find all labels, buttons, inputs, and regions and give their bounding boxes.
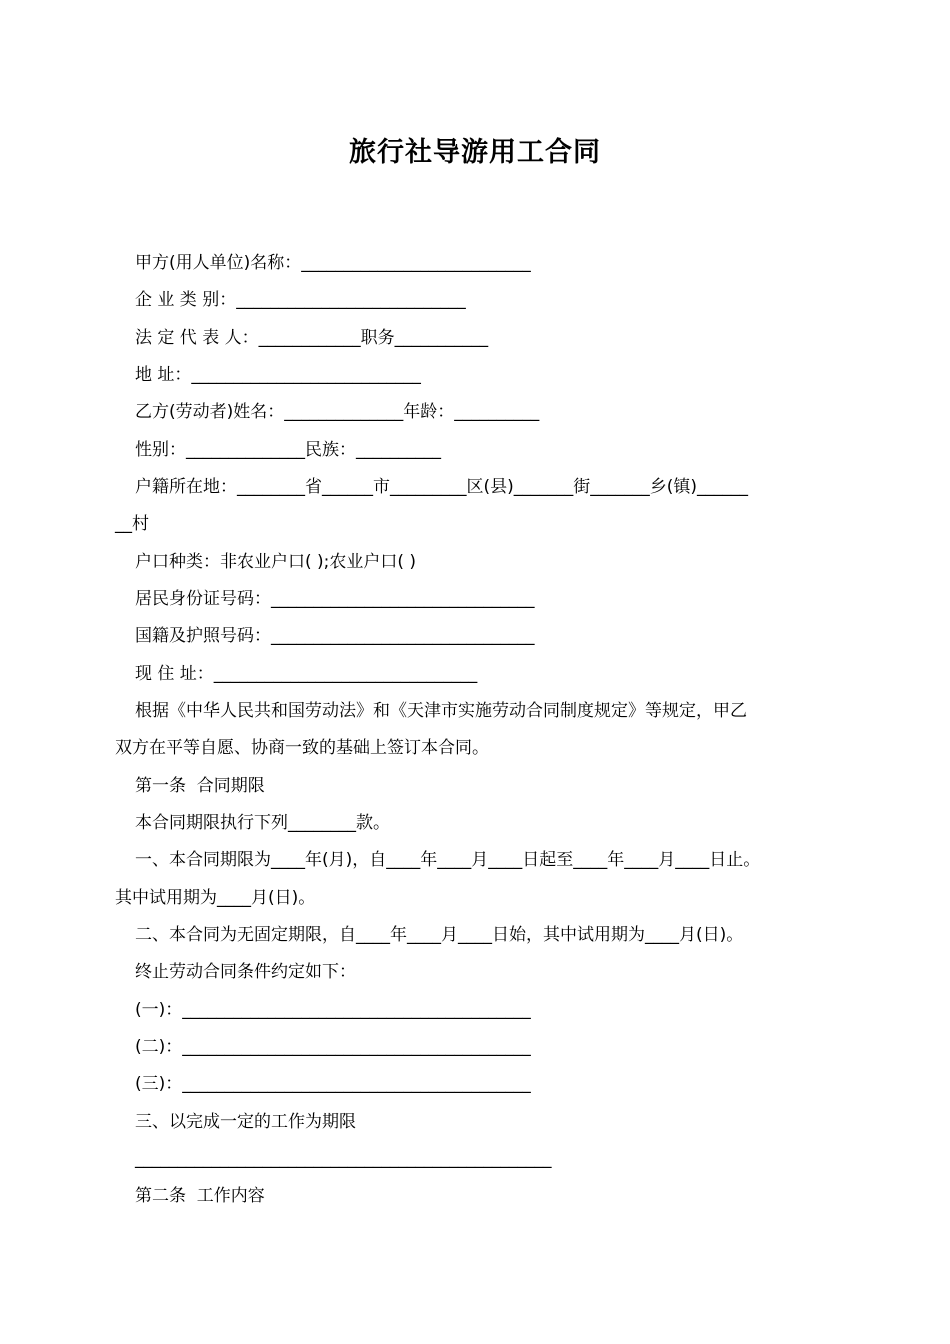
line-household-location: 户籍所在地：________省______市_________区(县)_______街_______乡(镇)______	[135, 477, 749, 497]
line-gender-ethnicity: 性别：______________民族：__________	[135, 440, 441, 460]
line-fixed-term-probation: 其中试用期为____月(日)。	[115, 888, 316, 908]
document-title: 旅行社导游用工合同	[349, 137, 601, 168]
line-task-term: 三、以完成一定的工作为期限	[135, 1112, 356, 1132]
line-termination-conditions: 终止劳动合同条件约定如下：	[135, 962, 356, 982]
line-legal-basis-cont: 双方在平等自愿、协商一致的基础上签订本合同。	[115, 738, 489, 758]
line-household-type: 户口种类：非农业户口( );农业户口( )	[135, 552, 417, 572]
line-employer-name: 甲方(用人单位)名称：___________________________	[135, 253, 531, 273]
line-term-clause: 本合同期限执行下列________款。	[135, 813, 390, 833]
line-task-term-blank: _________________________________________________	[135, 1149, 552, 1169]
line-nationality-passport: 国籍及护照号码：_______________________________	[135, 626, 535, 646]
line-employee-name: 乙方(劳动者)姓名：______________年龄：__________	[135, 402, 540, 422]
line-condition-1: (一)：_________________________________________	[135, 1000, 531, 1020]
line-address: 地 址：___________________________	[135, 365, 421, 385]
line-legal-representative: 法 定 代 表 人：____________职务___________	[135, 328, 489, 348]
line-current-address: 现 住 址：_______________________________	[135, 664, 478, 684]
article-1-heading: 第一条 合同期限	[135, 776, 265, 796]
line-legal-basis: 根据《中华人民共和国劳动法》和《天津市实施劳动合同制度规定》等规定，甲乙	[135, 701, 747, 721]
line-open-term: 二、本合同为无固定期限，自____年____月____日始，其中试用期为____月(日)。	[135, 925, 744, 945]
line-fixed-term: 一、本合同期限为____年(月)，自____年____月____日起至____年____月____日止。	[135, 850, 761, 870]
line-condition-2: (二)：_________________________________________	[135, 1037, 531, 1057]
article-2-heading: 第二条 工作内容	[135, 1186, 265, 1206]
line-id-number: 居民身份证号码：_______________________________	[135, 589, 535, 609]
line-enterprise-type: 企 业 类 别：___________________________	[135, 290, 466, 310]
line-household-village: __村	[115, 514, 149, 534]
line-condition-3: (三)：_________________________________________	[135, 1074, 531, 1094]
